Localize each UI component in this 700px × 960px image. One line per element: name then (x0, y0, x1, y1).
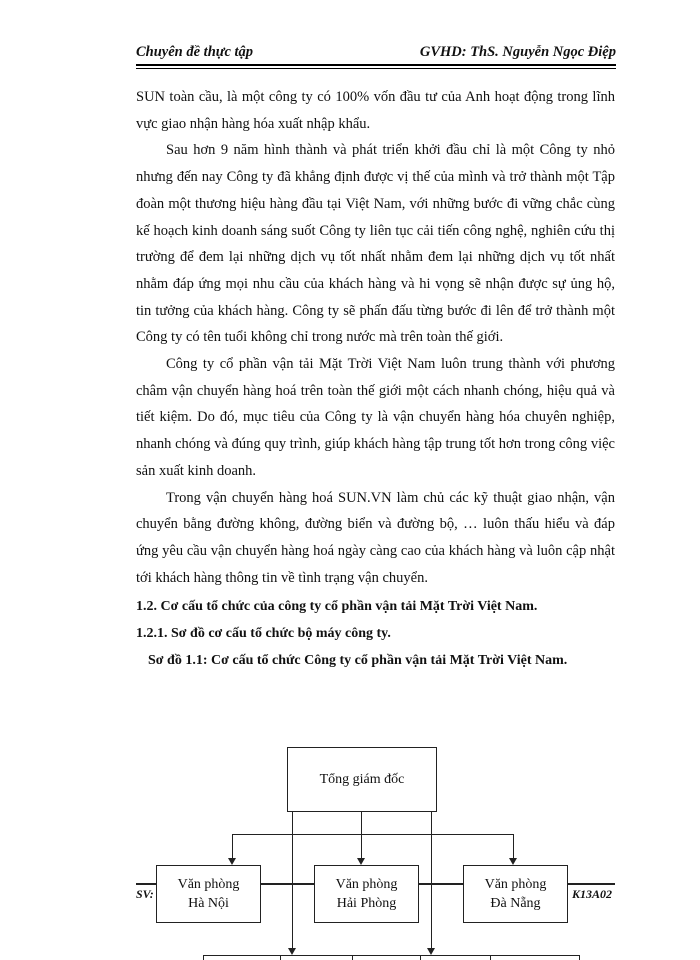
header-rule (136, 64, 616, 66)
paragraph-4: Trong vận chuyển hàng hoá SUN.VN làm chủ các kỹ thuật giao nhận, vận chuyển bằng đường không, đường biển và đường bộ, … luôn thấu hiểu và đáp ứng yêu cầu vận chuyển hàng hoá ngày càng cao của khách hàng và luôn cập nhật tới khách hàng thông tin về tình trạng vận chuyển. (136, 489, 615, 586)
lower-row-divider (490, 955, 491, 960)
connector-ceo-left-long (292, 811, 293, 952)
org-node-office-haiphong (314, 865, 419, 923)
lower-row-top-edge (203, 955, 580, 956)
connector-hanoi (232, 834, 233, 858)
page-header (136, 40, 616, 64)
org-node-hanoi-label: Văn phòng Hà Nội (177, 877, 240, 911)
lower-row-divider (280, 955, 281, 960)
paragraph-2: Sau hơn 9 năm hình thành và phát triển khởi đầu chỉ là một Công ty nhỏ nhưng đến nay Công ty đã khẳng định được vị thế của mình và trở thành một Tập đoàn một thương hiệu hàng đầu tại Việt Nam, với những bước đi vững chắc cùng kế hoạch kinh doanh sáng suốt Công ty liên tục cải tiến công nghệ, nghiên cứu thị trường để đem lại những dịch vụ tốt nhất nhằm đem lại những dịch vụ tốt nhất nhằm đáp ứng mọi nhu cầu của khách hàng và hi vọng sẽ nhận được sự ủng hộ, tin tưởng của khách hàng. Công ty sẽ phấn đấu từng bước đi lên để trở thành một Công ty có tên tuổi không chỉ trong nước mà trên toàn thế giới. (136, 142, 615, 346)
org-node-danang-label: Văn phòng Đà Nẵng (484, 877, 547, 911)
org-node-office-danang (463, 865, 568, 923)
org-node-ceo-label: Tổng giám đốc (319, 772, 405, 787)
lower-row-divider (579, 955, 580, 960)
connector-horizontal (232, 834, 514, 835)
header-title: Chuyên đề thực tập (136, 44, 254, 60)
arrow-down-icon (427, 948, 435, 955)
lower-row-divider (203, 955, 204, 960)
connector-ceo-down (361, 811, 362, 835)
paragraph-1: SUN toàn cầu, là một công ty có 100% vốn đầu tư của Anh hoạt động trong lĩnh vực giao nhận hàng hóa xuất nhập khẩu. (136, 89, 615, 132)
paragraph-3: Công ty cổ phần vận tải Mặt Trời Việt Nam luôn trung thành với phương châm vận chuyển hàng hoá trên toàn thế giới một cách nhanh chóng, hiệu quả và tiết kiệm. Do đó, mục tiêu của Công ty là vận chuyển hàng hóa chuyên nghiệp, nhanh chóng và đúng quy trình, giúp khách hàng tập trung tốt hơn trong công việc sản xuất kinh doanh. (136, 356, 615, 479)
lower-row-divider (420, 955, 421, 960)
header-rule-thin (136, 68, 616, 69)
footer-student: SV: (136, 887, 154, 901)
arrow-down-icon (228, 858, 236, 865)
arrow-down-icon (357, 858, 365, 865)
footer-class: K13A02 (572, 887, 613, 901)
header-supervisor: GVHD: ThS. Nguyễn Ngọc Điệp (419, 44, 616, 60)
connector-danang (513, 834, 514, 858)
body-text (136, 84, 615, 674)
connector-haiphong (361, 834, 362, 858)
diagram-caption: Sơ đồ 1.1: Cơ cấu tổ chức Công ty cổ phần vận tải Mặt Trời Việt Nam. (148, 652, 568, 668)
lower-row-divider (352, 955, 353, 960)
arrow-down-icon (509, 858, 517, 865)
arrow-down-icon (288, 948, 296, 955)
org-node-office-hanoi (156, 865, 261, 923)
connector-ceo-right-long (431, 811, 432, 952)
org-node-ceo (287, 747, 437, 812)
subsection-heading: 1.2.1. Sơ đồ cơ cấu tổ chức bộ máy công ty. (136, 626, 391, 642)
section-heading: 1.2. Cơ cấu tổ chức của công ty cổ phần vận tải Mặt Trời Việt Nam. (136, 599, 538, 615)
org-node-haiphong-label: Văn phòng Hải Phòng (335, 877, 398, 911)
